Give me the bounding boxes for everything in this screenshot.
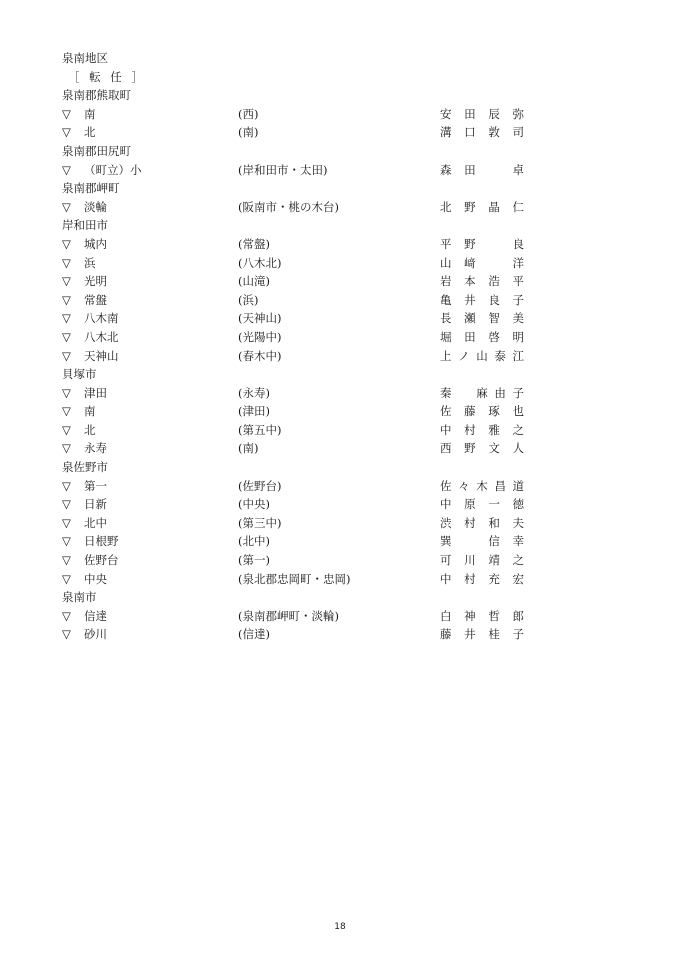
area-heading: 泉佐野市 — [62, 460, 108, 475]
personnel-entry — [62, 570, 532, 589]
previous-school: (泉南郡岬町・淡輪) — [238, 608, 339, 623]
person-name: 溝口敦司 — [440, 125, 524, 140]
triangle-marker-icon: ▽ — [62, 162, 71, 177]
person-name: 中村充宏 — [440, 571, 524, 586]
personnel-entry — [62, 514, 532, 533]
personnel-entry — [62, 272, 532, 291]
new-school: 北 — [84, 422, 96, 437]
triangle-marker-icon: ▽ — [62, 292, 71, 307]
triangle-marker-icon: ▽ — [62, 404, 71, 419]
person-name: 山﨑 洋 — [440, 255, 524, 270]
area-heading: 泉南郡熊取町 — [62, 88, 131, 103]
person-name: 堀田啓明 — [440, 329, 524, 344]
previous-school: (南) — [238, 125, 259, 140]
triangle-marker-icon: ▽ — [62, 441, 71, 456]
person-name: 中村雅之 — [440, 422, 524, 437]
previous-school: (北中) — [238, 534, 270, 549]
triangle-marker-icon: ▽ — [62, 329, 71, 344]
new-school: 信達 — [84, 608, 107, 623]
new-school: 北 — [84, 125, 96, 140]
previous-school: (泉北郡忠岡町・忠岡) — [238, 571, 351, 586]
category-heading: ［ 転 任 ］ — [68, 69, 146, 84]
person-name: 中原一徳 — [440, 497, 524, 512]
triangle-marker-icon: ▽ — [62, 274, 71, 289]
region-heading: 泉南地区 — [62, 51, 108, 65]
previous-school: (岸和田市・太田) — [238, 162, 328, 177]
triangle-marker-icon: ▽ — [62, 515, 71, 530]
triangle-marker-icon: ▽ — [62, 478, 71, 493]
personnel-entry — [62, 532, 532, 551]
triangle-marker-icon: ▽ — [62, 571, 71, 586]
new-school: 淡輪 — [84, 199, 107, 214]
previous-school: (春木中) — [238, 348, 282, 363]
person-name: 森田 卓 — [440, 162, 524, 177]
personnel-entry — [62, 291, 532, 310]
previous-school: (山滝) — [238, 274, 270, 289]
page-number: 18 — [334, 922, 346, 932]
previous-school: (信達) — [238, 627, 270, 642]
previous-school: (中央) — [238, 497, 270, 512]
personnel-entry — [62, 551, 532, 570]
personnel-entry — [62, 198, 532, 217]
triangle-marker-icon: ▽ — [62, 125, 71, 140]
previous-school: (西) — [238, 106, 259, 121]
new-school: 日新 — [84, 497, 107, 512]
area-heading: 泉南郡田尻町 — [62, 143, 131, 158]
personnel-entry — [62, 625, 532, 644]
triangle-marker-icon: ▽ — [62, 553, 71, 568]
new-school: （町立）小 — [84, 162, 142, 177]
personnel-entry — [62, 309, 532, 328]
person-name: 白神哲郎 — [440, 608, 524, 623]
new-school: 八木北 — [84, 329, 119, 344]
person-name: 岩本浩平 — [440, 274, 524, 289]
new-school: 佐野台 — [84, 553, 119, 568]
triangle-marker-icon: ▽ — [62, 311, 71, 326]
new-school: 城内 — [84, 236, 107, 251]
previous-school: (第三中) — [238, 515, 282, 530]
previous-school: (第一) — [238, 553, 270, 568]
triangle-marker-icon: ▽ — [62, 236, 71, 251]
previous-school: (光陽中) — [238, 329, 282, 344]
new-school: 光明 — [84, 274, 107, 289]
new-school: 津田 — [84, 385, 107, 400]
person-name: 佐藤琢也 — [440, 404, 524, 419]
document-body — [62, 49, 532, 644]
triangle-marker-icon: ▽ — [62, 608, 71, 623]
personnel-entry — [62, 402, 532, 421]
personnel-entry — [62, 477, 532, 496]
new-school: 砂川 — [84, 627, 107, 642]
triangle-marker-icon: ▽ — [62, 348, 71, 363]
triangle-marker-icon: ▽ — [62, 627, 71, 642]
triangle-marker-icon: ▽ — [62, 534, 71, 549]
personnel-entry — [62, 495, 532, 514]
new-school: 浜 — [84, 255, 96, 270]
triangle-marker-icon: ▽ — [62, 199, 71, 214]
area-heading: 岸和田市 — [62, 218, 108, 233]
previous-school: (常盤) — [238, 236, 270, 251]
personnel-entry — [62, 105, 532, 124]
previous-school: (天神山) — [238, 311, 282, 326]
person-name: 西野文人 — [440, 441, 524, 456]
person-name: 秦 麻由子 — [440, 385, 524, 400]
area-heading: 貝塚市 — [62, 367, 97, 382]
person-name: 上ノ山泰江 — [440, 348, 524, 363]
personnel-entry — [62, 328, 532, 347]
previous-school: (第五中) — [238, 422, 282, 437]
new-school: 八木南 — [84, 311, 119, 326]
new-school: 南 — [84, 404, 96, 419]
triangle-marker-icon: ▽ — [62, 422, 71, 437]
personnel-entry — [62, 384, 532, 403]
previous-school: (津田) — [238, 404, 270, 419]
person-name: 安田辰弥 — [440, 106, 524, 121]
triangle-marker-icon: ▽ — [62, 385, 71, 400]
previous-school: (浜) — [238, 292, 259, 307]
area-heading: 泉南郡岬町 — [62, 181, 120, 196]
previous-school: (八木北) — [238, 255, 282, 270]
triangle-marker-icon: ▽ — [62, 255, 71, 270]
person-name: 平野 良 — [440, 236, 524, 251]
new-school: 南 — [84, 106, 96, 121]
new-school: 北中 — [84, 515, 107, 530]
personnel-entry — [62, 254, 532, 273]
new-school: 日根野 — [84, 534, 119, 549]
new-school: 永寿 — [84, 441, 107, 456]
previous-school: (佐野台) — [238, 478, 282, 493]
personnel-entry — [62, 347, 532, 366]
new-school: 第一 — [84, 478, 107, 493]
new-school: 中央 — [84, 571, 107, 586]
person-name: 佐々木昌道 — [440, 478, 524, 493]
triangle-marker-icon: ▽ — [62, 106, 71, 121]
person-name: 藤井桂子 — [440, 627, 524, 642]
previous-school: (永寿) — [238, 385, 270, 400]
previous-school: (南) — [238, 441, 259, 456]
person-name: 可川靖之 — [440, 553, 524, 568]
new-school: 常盤 — [84, 292, 107, 307]
personnel-entry — [62, 607, 532, 626]
previous-school: (阪南市・桃の木台) — [238, 199, 339, 214]
person-name: 渋村和夫 — [440, 515, 524, 530]
personnel-list — [62, 86, 532, 644]
person-name: 巽 信幸 — [440, 534, 524, 549]
personnel-entry — [62, 123, 532, 142]
personnel-entry — [62, 161, 532, 180]
area-heading: 泉南市 — [62, 590, 97, 605]
triangle-marker-icon: ▽ — [62, 497, 71, 512]
personnel-entry — [62, 439, 532, 458]
person-name: 北野晶仁 — [440, 199, 524, 214]
personnel-entry — [62, 421, 532, 440]
person-name: 長瀬智美 — [440, 311, 524, 326]
person-name: 亀井良子 — [440, 292, 524, 307]
new-school: 天神山 — [84, 348, 119, 363]
personnel-entry — [62, 235, 532, 254]
